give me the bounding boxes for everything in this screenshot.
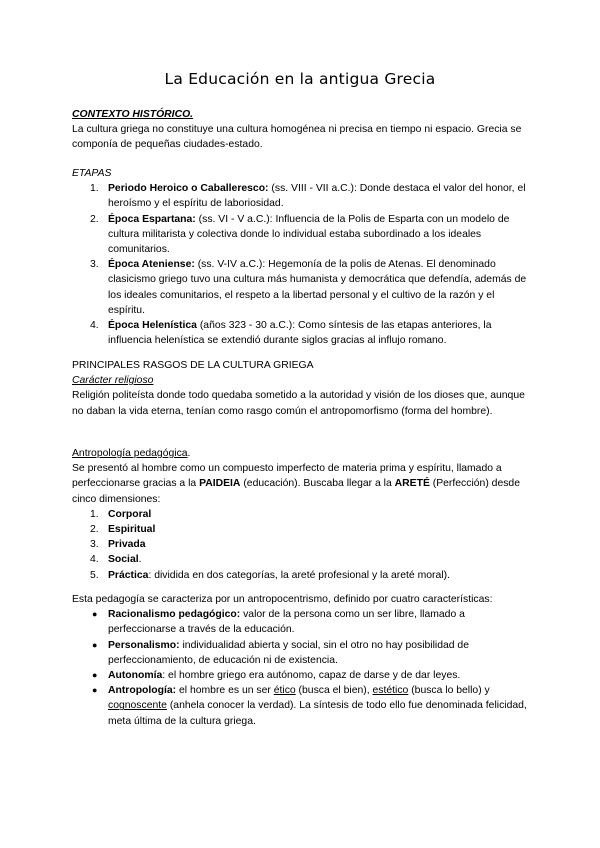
bullet-icon: ● [92, 685, 98, 696]
caracteristica-item: ● Autonomía: el hombre griego era autónomo, capaz de darse y de dar leyes. [72, 668, 532, 683]
dimension-item: 5. Práctica: dividida en dos categorías, la areté profesional y la areté moral). [90, 569, 450, 581]
bullet-icon: ● [92, 639, 98, 650]
rasgos-heading: PRINCIPALES RASGOS DE LA CULTURA GRIEGA [72, 360, 314, 371]
religioso-heading: Carácter religioso [72, 375, 154, 387]
rasgos-section [72, 358, 532, 419]
dimension-item: 4. Social. [90, 554, 142, 566]
etapa-item: 4. Época Helenística (años 323 - 30 a.C.): Como síntesis de las etapas anteriores, la influencia helenística se extendió durante siglos gracias al influjo romano. [90, 320, 492, 347]
religioso-text: Religión politeísta donde todo quedaba sometido a la autoridad y visión de los dioses que, aunque no daban la vida eterna, tenían como rasgo común el antropomorfismo (forma del hombre). [72, 390, 525, 417]
etapa-item: 1. Periodo Heroico o Caballeresco: (ss. VIII - VII a.C.): Donde destaca el valor del honor, el heroísmo y el espíritu de laboriosidad. [90, 183, 526, 210]
bullet-icon: ● [92, 670, 98, 681]
bullet-icon: ● [92, 609, 98, 620]
contexto-section [72, 107, 532, 153]
etapa-item: 2. Época Espartana: (ss. VI - V a.C.): Influencia de la Polis de Esparta con un modelo de cultura militarista y colectiva donde lo individual estaba subordinado a los ideales comunitarios. [90, 213, 510, 256]
antropologia-section: Antropología pedagógica. Se presentó al hombre como un compuesto imperfecto de materia prima y espíritu, llamado a perfeccionarse gracias a la PAIDEIA (educación). Buscaba llegar a la ARETÉ (Perfección) desde cinco dimensiones: 1. Corporal 2. Espiritual 3. Privada 4. Social. 5. Práctica: dividida en dos categorías, la areté profesional y la areté moral). [72, 446, 532, 583]
caracteristica-item: ● Racionalismo pedagógico: valor de la persona como un ser libre, llamado a perfeccionarse a través de la educación. [92, 609, 465, 636]
etapas-list [72, 181, 532, 348]
dimension-item: 1. Corporal [90, 508, 152, 520]
antropologia-heading: Antropología pedagógica [72, 448, 188, 459]
pedagogia-section [72, 592, 532, 729]
arete-term: ARETÉ [394, 478, 430, 490]
dimensiones-list [72, 507, 532, 583]
etapas-heading: ETAPAS [72, 168, 112, 179]
paideia-term: PAIDEIA [199, 478, 241, 490]
contexto-text: La cultura griega no constituye una cultura homogénea ni precisa en tiempo ni espacio. Grecia se componía de pequeñas ciudades-estado. [72, 124, 522, 151]
caracteristica-item: ● Personalismo: individualidad abierta y social, sin el otro no hay posibilidad de perfeccionamiento, de educación ni de existencia. [92, 639, 469, 666]
caracteristicas-list [72, 607, 532, 729]
caracteristica-item: ● Antropología: el hombre es un ser ético (busca el bien), estético (busca lo bello) y cognoscente (anhela conocer la verdad). La síntesis de todo ello fue denominada felicidad, meta última de la cultura griega. [92, 685, 527, 727]
document-title: La Educación en la antigua Grecia [164, 70, 436, 88]
etapas-section [72, 166, 532, 348]
contexto-heading: CONTEXTO HISTÓRICO. [72, 109, 194, 120]
etapa-item: 3. Época Ateniense: (ss. V-IV a.C.): Hegemonía de la polis de Atenas. El denominado clasicismo griego tuvo una cultura más humanista y democrática que defendía, además de los ideales comunitarios, el respeto a la libertad personal y el cultivo de la razón y el espíritu. [90, 259, 527, 316]
dimension-item: 2. Espiritual [90, 524, 156, 536]
pedagogia-intro: Esta pedagogía se caracteriza por un antropocentrismo, definido por cuatro características: [72, 594, 493, 605]
antropologia-text: Se presentó al hombre como un compuesto imperfecto de materia prima y espíritu, llamado a perfeccionarse gracias a la PAIDEIA (educación). Buscaba llegar a la ARETÉ (Perfección) desde cinco dimensiones: [72, 463, 520, 505]
dimension-item: 3. Privada [90, 539, 146, 551]
